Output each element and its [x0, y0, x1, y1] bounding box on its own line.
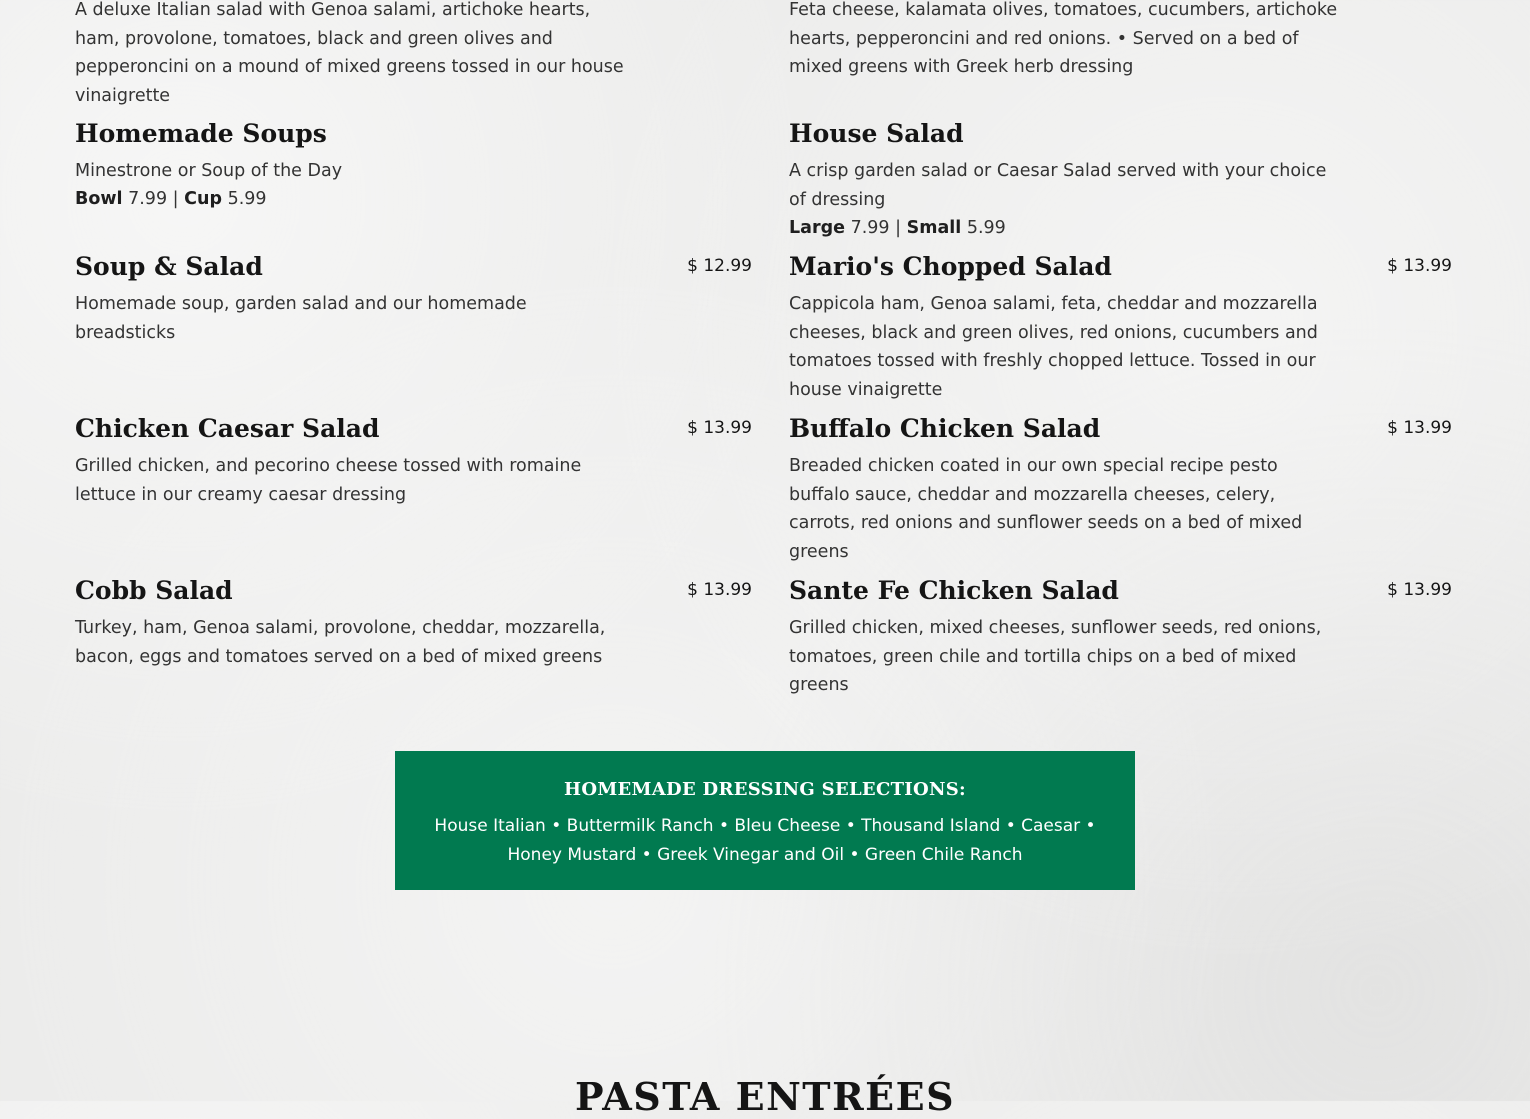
item-description: Minestrone or Soup of the Day — [75, 161, 343, 181]
dressing-title: HOMEMADE DRESSING SELECTIONS: — [564, 779, 966, 800]
bowl-price: 7.99 — [128, 189, 168, 209]
menu-item-homemade-soups — [75, 119, 752, 219]
item-description: Turkey, ham, Genoa salami, provolone, cheddar, mozzarella, bacon, eggs and tomatoes served on a bed of mixed greens — [75, 618, 606, 667]
item-description: Grilled chicken, mixed cheeses, sunflower seeds, red onions, tomatoes, green chile and tortilla chips on a bed of mixed greens — [789, 618, 1322, 696]
item-title: Buffalo Chicken Salad — [789, 414, 1101, 443]
menu-item-house-salad — [789, 119, 1452, 244]
large-price: 7.99 — [850, 218, 890, 238]
item-title: Homemade Soups — [75, 119, 327, 148]
small-price: 5.99 — [966, 218, 1006, 238]
italian-salad-description: A deluxe Italian salad with Genoa salami, artichoke hearts, ham, provolone, tomatoes, black and green olives and pepperoncini on a mound of mixed greens tossed in our house vinaigrette — [75, 0, 624, 107]
house-salad-price-line — [789, 214, 1006, 243]
item-price: $ 13.99 — [687, 580, 752, 600]
item-price: $ 13.99 — [1387, 256, 1452, 276]
dressing-list: House Italian • Buttermilk Ranch • Bleu Cheese • Thousand Island • Caesar • Honey Mustard • Greek Vinegar and Oil • Green Chile Ranch — [434, 816, 1096, 865]
item-title: Mario's Chopped Salad — [789, 252, 1112, 281]
cup-label: Cup — [184, 189, 222, 209]
menu-item-buffalo-chicken-salad — [789, 414, 1452, 564]
item-price: $ 13.99 — [1387, 418, 1452, 438]
greek-salad-description: Feta cheese, kalamata olives, tomatoes, cucumbers, artichoke hearts, pepperoncini and red onions. • Served on a bed of mixed greens with Greek herb dressing — [789, 0, 1338, 78]
item-title: House Salad — [789, 119, 964, 148]
item-description: Cappicola ham, Genoa salami, feta, cheddar and mozzarella cheeses, black and green olives, red onions, cucumbers and tomatoes tossed with freshly chopped lettuce. Tossed in our house vinaigrette — [789, 294, 1318, 401]
price-separator: | — [895, 218, 902, 238]
large-label: Large — [789, 218, 845, 238]
item-title: Chicken Caesar Salad — [75, 414, 380, 443]
item-description: Homemade soup, garden salad and our homemade breadsticks — [75, 294, 527, 343]
dressing-selections-box — [395, 751, 1135, 890]
menu-item-chicken-caesar-salad — [75, 414, 752, 514]
item-description: Breaded chicken coated in our own special recipe pesto buffalo sauce, cheddar and mozzarella cheeses, celery, carrots, red onions and sunflower seeds on a bed of mixed greens — [789, 456, 1303, 563]
item-price: $ 12.99 — [687, 256, 752, 276]
section-heading-pasta-entrees: PASTA ENTRÉES — [574, 1074, 956, 1119]
bowl-label: Bowl — [75, 189, 123, 209]
menu-item-sante-fe-chicken-salad — [789, 576, 1452, 701]
item-description: Grilled chicken, and pecorino cheese tossed with romaine lettuce in our creamy caesar dressing — [75, 456, 582, 505]
menu-item-soup-and-salad — [75, 252, 752, 352]
item-title: Cobb Salad — [75, 576, 233, 605]
item-title: Soup & Salad — [75, 252, 263, 281]
cup-price: 5.99 — [227, 189, 267, 209]
price-separator: | — [172, 189, 179, 209]
small-label: Small — [906, 218, 962, 238]
item-title: Sante Fe Chicken Salad — [789, 576, 1119, 605]
soup-price-line — [75, 185, 267, 214]
item-price: $ 13.99 — [687, 418, 752, 438]
menu-item-cobb-salad — [75, 576, 752, 676]
item-description: A crisp garden salad or Caesar Salad served with your choice of dressing — [789, 161, 1327, 210]
item-price: $ 13.99 — [1387, 580, 1452, 600]
menu-item-marios-chopped-salad — [789, 252, 1452, 402]
